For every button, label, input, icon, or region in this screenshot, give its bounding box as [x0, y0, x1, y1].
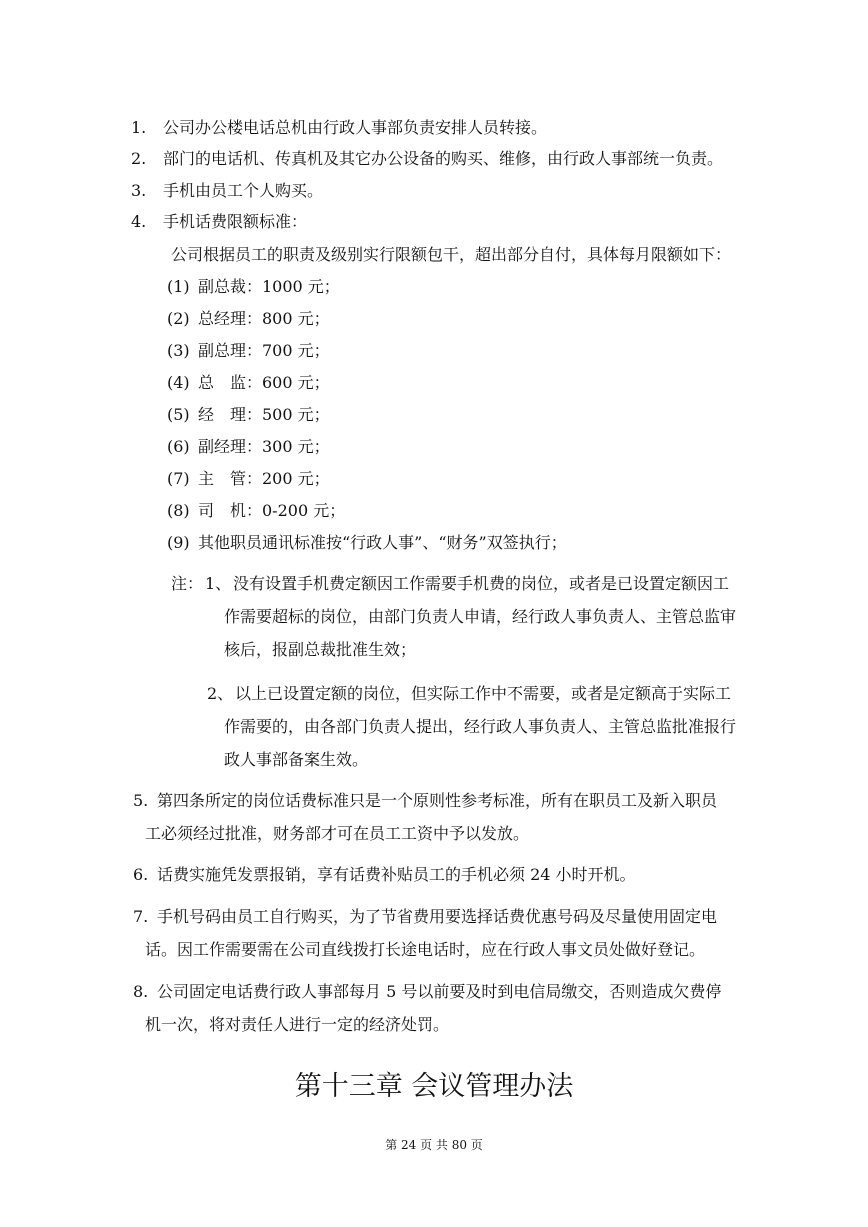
paragraph-line: 工必须经过批准，财务部才可在员工工资中予以发放。	[145, 824, 530, 843]
paragraph-number: 8.	[133, 982, 149, 1001]
quota-number: (9)	[167, 533, 190, 552]
quota-number: (7)	[167, 469, 190, 488]
quota-text: 副经理：300 元；	[198, 437, 330, 456]
quota-number: (5)	[167, 405, 190, 424]
paragraph-line: 公司固定电话费行政人事部每月 5 号以前要及时到电信局缴交，否则造成欠费停	[157, 982, 722, 1001]
paragraph-line: 话费实施凭发票报销，享有话费补贴员工的手机必须 24 小时开机。	[157, 865, 636, 884]
page-footer: 第 24 页 共 80 页	[385, 1138, 483, 1152]
note-prefix: 注：	[171, 574, 204, 593]
paragraph-line: 机一次，将对责任人进行一定的经济处罚。	[145, 1015, 450, 1034]
quota-text: 主 管：200 元；	[198, 469, 330, 488]
quota-text: 司 机：0-200 元；	[198, 501, 346, 520]
quota-number: (8)	[167, 501, 190, 520]
quota-text: 经 理：500 元；	[198, 405, 330, 424]
quota-text: 副总理：700 元；	[198, 341, 330, 360]
quota-text: 总经理：800 元；	[198, 309, 330, 328]
note-2-line: 政人事部备案生效。	[224, 750, 369, 769]
chapter-title: 第十三章 会议管理办法	[294, 1071, 574, 1102]
item-text: 手机话费限额标准：	[163, 212, 308, 231]
quota-number: (3)	[167, 341, 190, 360]
quota-number: (2)	[167, 309, 190, 328]
item-number: 2.	[131, 149, 147, 168]
paragraph-number: 5.	[133, 791, 149, 810]
quota-text: 其他职员通讯标准按“行政人事”、“财务”双签执行；	[198, 533, 567, 552]
item-text: 公司办公楼电话总机由行政人事部负责安排人员转接。	[163, 118, 548, 137]
note-2-number: 2、	[207, 684, 234, 703]
quota-number: (6)	[167, 437, 190, 456]
item-number: 4.	[131, 212, 147, 231]
item-text: 手机由员工个人购买。	[163, 181, 324, 200]
note-1-line: 作需要超标的岗位，由部门负责人申请，经行政人事负责人、主管总监审	[224, 607, 737, 626]
note-1-line: 核后，报副总裁批准生效；	[224, 640, 417, 659]
item-number: 1.	[131, 118, 147, 137]
paragraph-line: 话。因工作需要需在公司直线拨打长途电话时，应在行政人事文员处做好登记。	[145, 940, 706, 959]
quota-text: 总 监：600 元；	[198, 373, 330, 392]
item-text: 部门的电话机、传真机及其它办公设备的购买、维修，由行政人事部统一负责。	[163, 149, 724, 168]
quota-intro: 公司根据员工的职责及级别实行限额包干，超出部分自付，具体每月限额如下：	[171, 245, 732, 264]
item-number: 3.	[131, 181, 147, 200]
paragraph-number: 7.	[133, 907, 149, 926]
paragraph-line: 第四条所定的岗位话费标准只是一个原则性参考标准，所有在职员工及新入职员	[157, 791, 718, 810]
note-1-number: 1、	[205, 574, 232, 593]
paragraph-line: 手机号码由员工自行购买，为了节省费用要选择话费优惠号码及尽量使用固定电	[157, 907, 718, 926]
paragraph-number: 6.	[133, 865, 149, 884]
quota-number: (1)	[167, 277, 190, 296]
note-2-line: 以上已设置定额的岗位，但实际工作中不需要，或者是定额高于实际工	[235, 684, 732, 703]
quota-text: 副总裁：1000 元；	[198, 277, 340, 296]
quota-number: (4)	[167, 373, 190, 392]
note-2-line: 作需要的，由各部门负责人提出，经行政人事负责人、主管总监批准报行	[224, 717, 737, 736]
note-1-line: 没有设置手机费定额因工作需要手机费的岗位，或者是已设置定额因工	[233, 574, 730, 593]
